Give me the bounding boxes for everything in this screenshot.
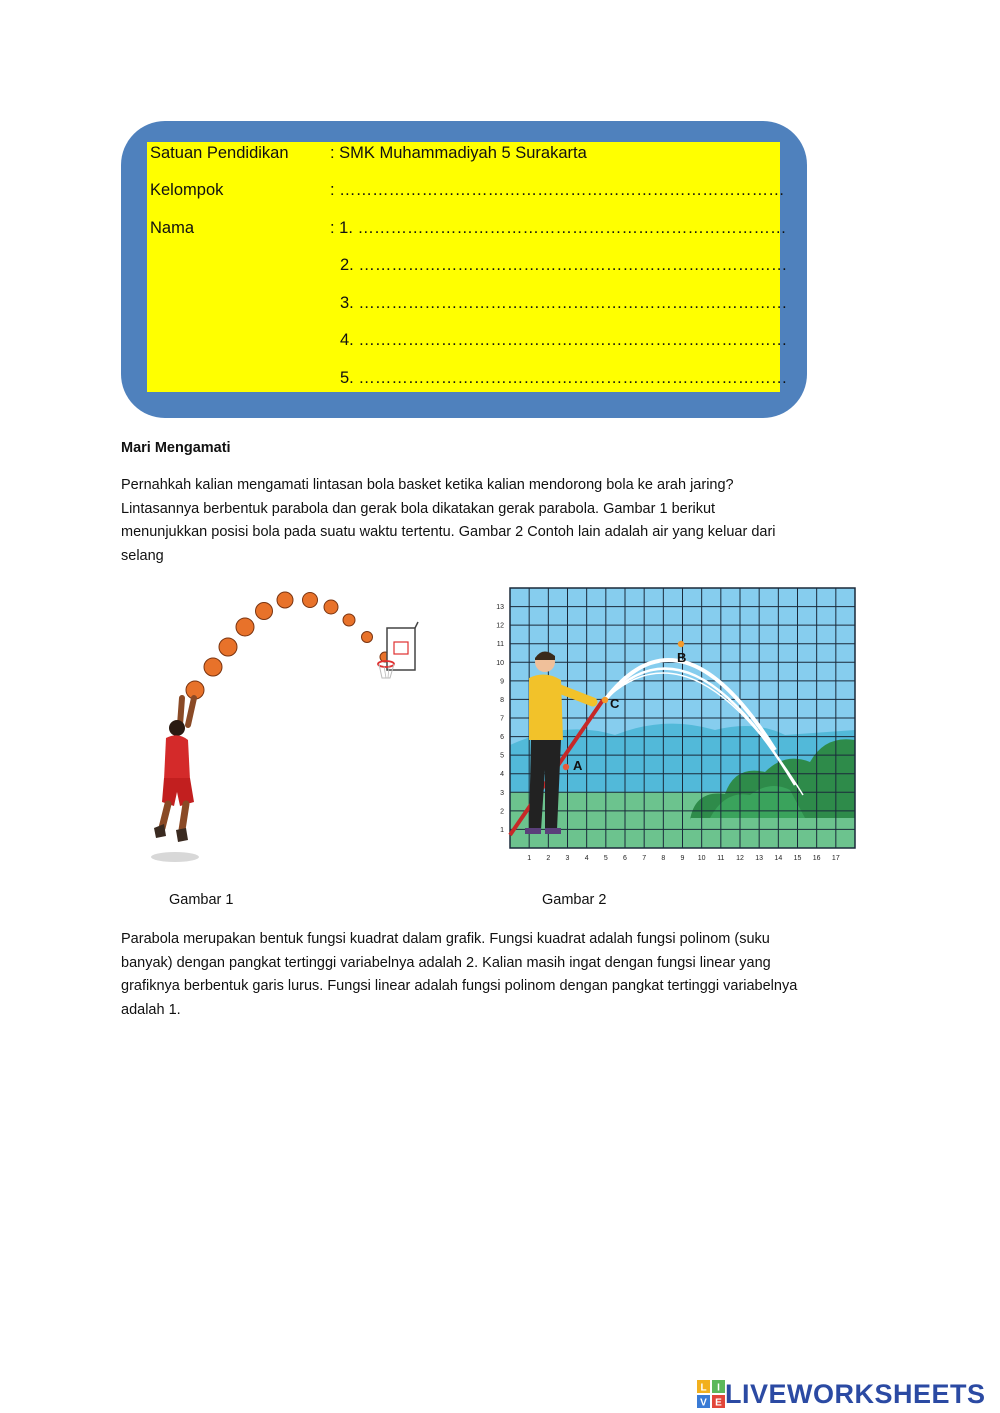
y-tick-label: 11 xyxy=(496,641,504,649)
x-tick-label: 7 xyxy=(642,855,647,862)
x-tick-label: 11 xyxy=(717,855,725,862)
satuan-label: Satuan Pendidikan xyxy=(150,144,289,162)
x-tick-label: 14 xyxy=(774,855,783,862)
kelompok-field[interactable]: : ……………………………………………………………………… xyxy=(330,181,785,199)
y-axis-labels xyxy=(496,604,504,834)
liveworksheets-logo[interactable] xyxy=(697,1378,986,1410)
nama-field-5[interactable]: 5. …………………………………………………………………… xyxy=(340,369,788,387)
figure-1-basketball xyxy=(140,580,440,870)
svg-text:I: I xyxy=(717,1382,720,1394)
intro-line: Pernahkah kalian mengamati lintasan bola basket ketika kalian mendorong bola ke arah jaring? xyxy=(121,477,734,493)
nama-field-3[interactable]: 3. …………………………………………………………………… xyxy=(340,294,788,312)
svg-text:V: V xyxy=(700,1397,707,1408)
logo-text: LIVEWORKSHEETS xyxy=(725,1378,986,1409)
y-tick-label: 13 xyxy=(496,604,504,612)
x-tick-label: 8 xyxy=(661,855,666,862)
y-tick-label: 6 xyxy=(500,734,504,742)
y-tick-label: 2 xyxy=(500,808,504,816)
x-tick-label: 15 xyxy=(793,855,802,862)
x-tick-label: 5 xyxy=(603,855,608,862)
basketball-player xyxy=(154,698,194,842)
section-title: Mari Mengamati xyxy=(121,440,231,456)
x-tick-label: 9 xyxy=(680,855,685,862)
x-tick-label: 16 xyxy=(812,855,821,862)
x-tick-label: 4 xyxy=(584,855,589,862)
y-tick-label: 5 xyxy=(500,752,504,760)
basketball-trajectory xyxy=(186,592,390,699)
y-tick-label: 8 xyxy=(500,696,504,704)
y-tick-label: 7 xyxy=(500,715,504,723)
x-tick-label: 2 xyxy=(546,855,551,862)
nama-field-2[interactable]: 2. …………………………………………………………………… xyxy=(340,256,788,274)
x-tick-label: 1 xyxy=(527,855,532,862)
svg-text:L: L xyxy=(700,1382,707,1394)
intro-line: menunjukkan posisi bola pada suatu waktu tertentu. Gambar 2 Contoh lain adalah air yang keluar dari xyxy=(121,524,776,540)
y-tick-label: 4 xyxy=(500,771,504,779)
parabola-line: adalah 1. xyxy=(121,1001,181,1018)
x-tick-label: 3 xyxy=(565,855,570,862)
basketball-hoop xyxy=(378,622,418,678)
svg-text:E: E xyxy=(715,1397,722,1408)
parabola-line: grafiknya berbentuk garis lurus. Fungsi linear adalah fungsi polinom dengan pangkat tertinggi variabelnya xyxy=(121,978,798,994)
x-tick-label: 6 xyxy=(623,855,627,862)
parabola-line: banyak) dengan pangkat tertinggi variabelnya adalah 2. Kalian masih ingat dengan fungsi linear yang xyxy=(121,954,771,971)
intro-line: selang xyxy=(121,547,164,564)
point-a-label: A xyxy=(573,758,583,773)
nama-field-1[interactable]: : 1. …………………………………………………………………… xyxy=(330,219,787,237)
nama-field-4[interactable]: 4. …………………………………………………………………… xyxy=(340,331,788,349)
x-tick-label: 17 xyxy=(831,855,840,862)
intro-line: Lintasannya berbentuk parabola dan gerak bola dikatakan gerak parabola. Gambar 1 berikut xyxy=(121,500,716,517)
parabola-paragraph xyxy=(121,928,891,1022)
caption-figure-2: Gambar 2 xyxy=(542,892,607,908)
nama-label: Nama xyxy=(150,219,195,237)
x-tick-label: 10 xyxy=(697,855,706,862)
y-tick-label: 9 xyxy=(500,678,504,686)
x-tick-label: 12 xyxy=(736,855,744,862)
kelompok-label: Kelompok xyxy=(150,181,224,199)
x-axis-labels xyxy=(527,855,840,862)
intro-paragraph xyxy=(121,474,891,568)
logo-badge-icon xyxy=(697,1380,725,1408)
point-b-label: B xyxy=(677,650,687,665)
satuan-value: : SMK Muhammadiyah 5 Surakarta xyxy=(330,144,587,162)
y-tick-label: 10 xyxy=(496,659,504,667)
x-tick-label: 13 xyxy=(755,855,764,862)
y-tick-label: 12 xyxy=(496,622,504,630)
parabola-line: Parabola merupakan bentuk fungsi kuadrat dalam grafik. Fungsi kuadrat adalah fungsi polinom (suku xyxy=(121,931,770,947)
y-tick-label: 1 xyxy=(500,826,504,834)
figure-2-hose-graph xyxy=(485,580,865,880)
caption-figure-1: Gambar 1 xyxy=(169,892,234,908)
point-c-label: C xyxy=(610,696,620,711)
y-tick-label: 3 xyxy=(500,789,504,797)
